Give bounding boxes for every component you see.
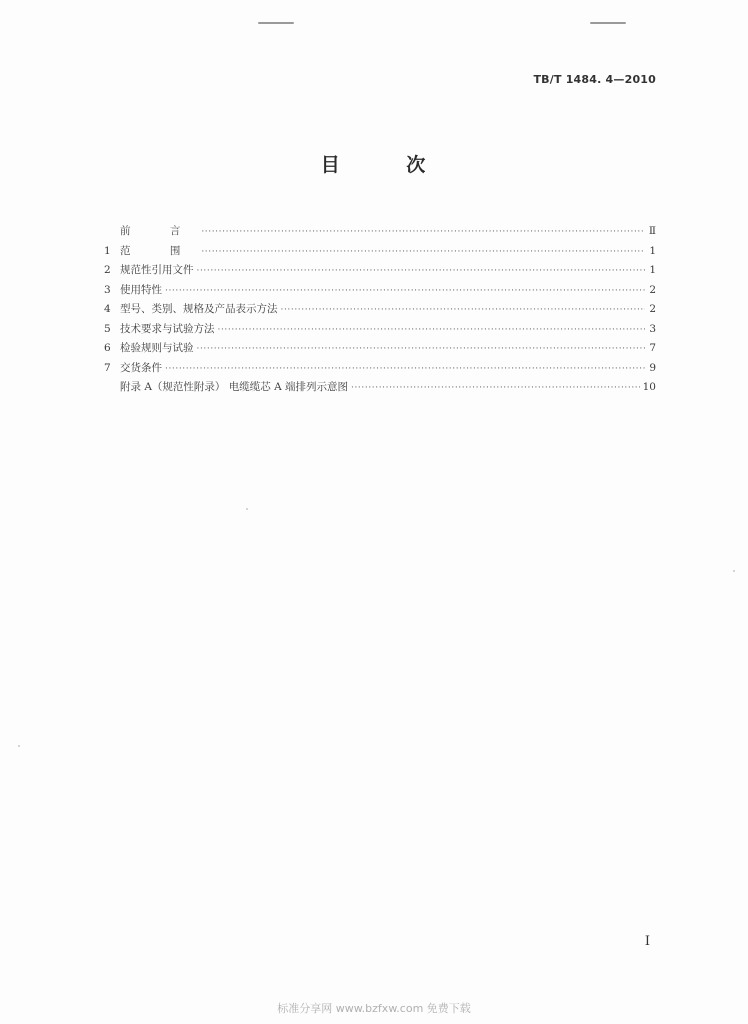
toc-number: 1 <box>104 244 111 257</box>
toc-number: 7 <box>104 361 111 374</box>
toc-entry-foreword[interactable] <box>104 223 656 243</box>
scan-speck <box>18 745 20 747</box>
toc-label: 型号、类别、规格及产品表示方法 <box>120 303 278 315</box>
toc-entry-inspection-rules[interactable] <box>104 340 656 360</box>
page-number: I <box>644 934 650 949</box>
toc-leader-dots <box>165 364 645 374</box>
toc-leader-dots <box>218 325 646 335</box>
toc-entry-normative-references[interactable] <box>104 262 656 282</box>
toc-page-number: 3 <box>649 322 656 335</box>
toc-leader-dots <box>281 305 646 315</box>
toc-label: 规范性引用文件 <box>120 264 194 276</box>
standard-code: TB/T 1484. 4—2010 <box>533 73 656 86</box>
toc-leader-dots <box>197 344 646 354</box>
toc-label: 前 言 <box>120 225 199 237</box>
toc-number: 3 <box>104 283 111 296</box>
toc-page-number: 1 <box>649 244 656 257</box>
toc-leader-dots <box>165 286 645 296</box>
toc-label: 附录 A（规范性附录） 电缆缆芯 A 端排列示意图 <box>120 381 349 393</box>
toc-number: 2 <box>104 264 111 276</box>
scan-speck <box>246 508 248 510</box>
scan-mark <box>590 22 626 24</box>
page-title: 目 次 <box>320 154 456 176</box>
toc-page-number: 1 <box>649 264 656 276</box>
toc-number: 6 <box>104 342 111 354</box>
toc-page-number: Ⅱ <box>648 225 656 237</box>
scan-mark <box>258 22 294 24</box>
toc-label: 交货条件 <box>120 361 162 374</box>
toc-entry-scope[interactable] <box>104 243 656 263</box>
toc-page-number: 2 <box>649 283 656 296</box>
toc-entry-delivery-conditions[interactable] <box>104 360 656 380</box>
toc-leader-dots <box>197 266 646 276</box>
toc-number: 5 <box>104 322 111 335</box>
toc-leader-dots <box>201 247 645 257</box>
toc-leader-dots <box>351 383 640 393</box>
toc-label: 检验规则与试验 <box>120 342 194 354</box>
toc-page-number: 10 <box>642 381 656 393</box>
toc-leader-dots <box>201 227 645 237</box>
toc-entry-usage-characteristics[interactable] <box>104 282 656 302</box>
scan-speck <box>733 570 735 572</box>
toc-label: 技术要求与试验方法 <box>120 322 215 335</box>
toc-number: 4 <box>104 303 111 315</box>
toc-page-number: 9 <box>649 361 656 374</box>
toc-entry-model-types[interactable] <box>104 301 656 321</box>
toc-entry-annex-a[interactable] <box>104 379 656 399</box>
footer-watermark: 标准分享网 www.bzfxw.com 免费下载 <box>277 1002 471 1015</box>
table-of-contents <box>104 223 656 399</box>
toc-page-number: 2 <box>649 303 656 315</box>
toc-label: 使用特性 <box>120 283 162 296</box>
toc-entry-technical-requirements[interactable] <box>104 321 656 341</box>
toc-label: 范 围 <box>120 244 199 257</box>
toc-page-number: 7 <box>649 342 656 354</box>
